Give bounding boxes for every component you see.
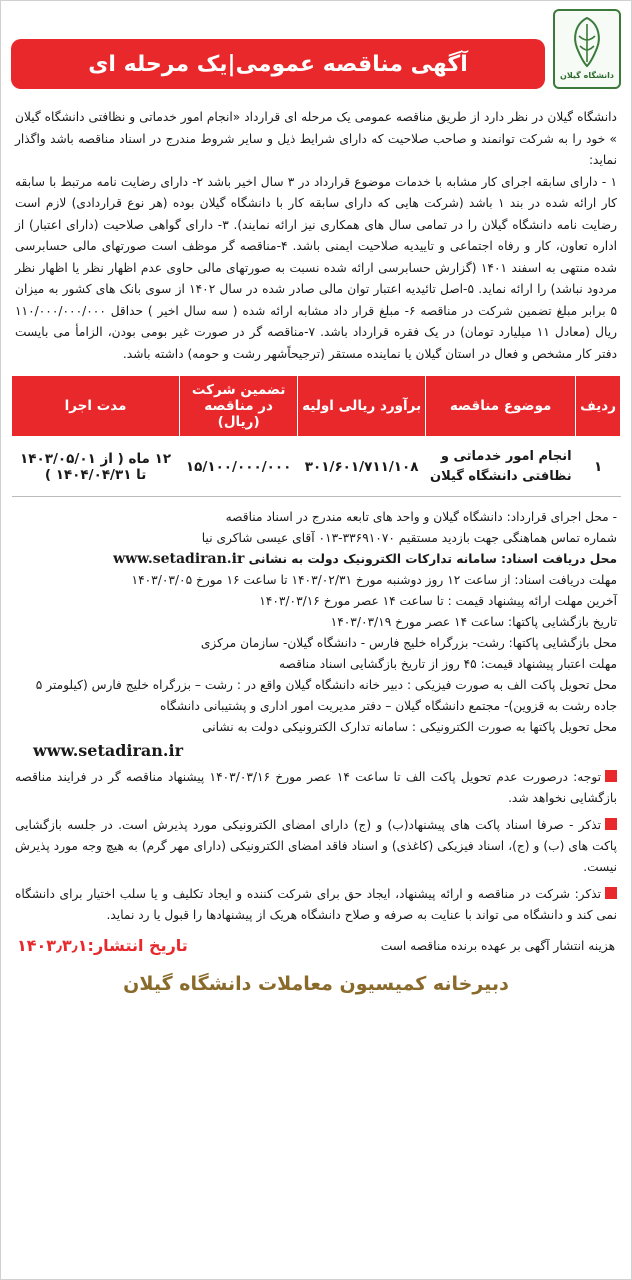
detail-doc-deadline: مهلت دریافت اسناد: از ساعت ۱۲ روز دوشنبه مورخ ۱۴۰۳/۰۲/۳۱ تا ساعت ۱۶ مورخ ۱۴۰۳/۰۳/۰۵ [131, 573, 617, 587]
conditions-paragraph: ۱ - دارای سابقه اجرای کار مشابه با خدمات موضوع قرارداد در ۳ سال اخیر باشد ۲- دارای رضایت نامه مرتبط با سابقه کار ارائه شده در بند ۱ باشد (شرکت هایی که دارای سابقه کار با دانشگاه گیلان بوده (هر نوع قراردادی) لازم است رضایت نامه دانشگاه گیلان را در تمامی سال های همکاری نیز ارائه نمایند). ۳- دارای گواهی صلاحیت (دارای اعتبار) از اداره تعاون، کار و رفاه اجتماعی و تاییدیه صلاحیت ایمنی باشد. ۴-مناقصه گر موظف است صورتهای مالی حسابرسی شده منتهی به اسفند ۱۴۰۱ (گزارش حسابرسی ارائه شده نسبت به صورتهای مالی حاوی عدم اظهار نظر یا اظهار نظر مردود نباشد) را ارائه نماید. ۵-اصل تائیدیه اعتبار توان مالی صادر شده در سال ۱۴۰۲ از سوی بانک های کشور به میزان ۵ برابر مبلغ تضمین شرکت در مناقصه ۶- مبلغ قرار داد مشابه ارائه شده ( سه سال اخیر ) حداقل ۱۱۰/۰۰۰/۰۰۰/۰۰۰ ریال (معادل ۱۱ میلیارد تومان) در یک فقره قرارداد باشد. ۷-مناقصه گر در صورت غیر بومی بودن، الزامأ می بایست دفتر کار مشخص و فعال در استان گیلان یا نماینده مستقر (ترجیحاًشهر رشت و حومه) داشته باشد. [15, 174, 618, 361]
note-rights [11, 884, 621, 926]
note-attention [11, 767, 621, 809]
note-text: تذکر - صرفا اسناد پاکت های پیشنهاد(ب) و (ج) دارای امضای الکترونیکی مورد پذیرش است. در جلسه بازگشایی پاکت های (ب) و (ج)، اسناد فیزیکی (کاغذی) و اسناد فاقد امضای الکترونیکی (دارای مهر گرم) به هیچ وجه مورد پذیرش نیست. [15, 818, 617, 874]
cell-estimate: ۳۰۱/۶۰۱/۷۱۱/۱۰۸ [298, 437, 426, 497]
details-list [11, 507, 621, 761]
cell-row-number: ۱ [576, 437, 621, 497]
logo-caption: دانشگاه گیلان [560, 71, 614, 80]
notice-title: آگهی مناقصه عمومی|یک مرحله ای [88, 51, 468, 77]
cell-guarantee: ۱۵/۱۰۰/۰۰۰/۰۰۰ [180, 437, 298, 497]
detail-bid-deadline: آخرین مهلت ارائه پیشنهاد قیمت : تا ساعت ۱۴ عصر مورخ ۱۴۰۳/۰۳/۱۶ [259, 594, 617, 608]
red-square-icon [605, 887, 617, 899]
red-square-icon [605, 770, 617, 782]
detail-opening-place: محل بازگشایی پاکتها: رشت- بزرگراه خلیج فارس - دانشگاه گیلان- سازمان مرکزی [200, 636, 617, 650]
detail-validity: مهلت اعتبار پیشنهاد قیمت: ۴۵ روز از تاریخ بازگشایی اسناد مناقصه [279, 657, 617, 671]
setad-link-large[interactable]: www.setadiran.ir [33, 741, 183, 760]
red-square-icon [605, 818, 617, 830]
cell-subject: انجام امور خدماتی و نظافتی دانشگاه گیلان [426, 437, 576, 497]
header-row-number: ردیف [576, 376, 621, 437]
table-row [12, 437, 621, 497]
publication-cost: هزینه انتشار آگهی بر عهده برنده مناقصه است [380, 938, 615, 953]
header [11, 9, 621, 93]
tender-table [11, 375, 621, 497]
header-duration: مدت اجرا [12, 376, 180, 437]
detail-location: - محل اجرای قرارداد: دانشگاه گیلان و واحد های تابعه مندرج در اسناد مناقصه [225, 510, 617, 524]
intro-text [11, 107, 621, 365]
table-header-row [12, 376, 621, 437]
publication-date: تاریخ انتشار:۱۴۰۳٫۳٫۱ [17, 936, 188, 955]
detail-documents [15, 549, 617, 570]
header-guarantee: تضمین شرکت در مناقصه (ریال) [180, 376, 298, 437]
detail-contact: شماره تماس هماهنگی جهت بازدید مستقیم ۳۳۶۹۱۰۷۰-۰۱۳ آقای عیسی شاکری نیا [201, 531, 617, 545]
logo-emblem-icon [565, 14, 609, 70]
detail-physical-delivery: محل تحویل پاکت الف به صورت فیزیکی : دبیر خانه دانشگاه گیلان واقع در : رشت – بزرگراه خلیج فارس (کیلومتر ۵ جاده رشت به قزوین)- مجتمع دانشگاه گیلان – دفتر مدیریت امور اداری و پشتیبانی دانشگاه [35, 678, 617, 713]
setad-link[interactable]: www.setadiran.ir [113, 551, 245, 567]
footer-row [11, 936, 621, 955]
note-text: توجه: درصورت عدم تحویل پاکت الف تا ساعت ۱۴ عصر مورخ ۱۴۰۳/۰۳/۱۶ پیشنهاد مناقصه گر در فرایند مناقصه بازگشایی نخواهد شد. [15, 770, 617, 805]
note-text: تذکر: شرکت در مناقصه و ارائه پیشنهاد، ایجاد حق برای شرکت کننده و ایجاد تکلیف و یا سلب اختیار برای دانشگاه نمی کند و دانشگاه می تواند با عنایت به صرفه و صلاح دانشگاه هریک از پیشنهادها را قبول یا رد نماید. [15, 887, 617, 922]
secretariat-signature: دبیرخانه کمیسیون معاملات دانشگاه گیلان [123, 973, 509, 995]
detail-documents-label: محل دریافت اسناد: سامانه تدارکات الکترونیک دولت به نشانی [248, 552, 617, 566]
intro-paragraph: دانشگاه گیلان در نظر دارد از طریق مناقصه عمومی یک مرحله ای قرارداد «انجام امور خدماتی و نظافتی دانشگاه گیلان » خود را به شرکت توانمند و صاحب صلاحیت که دارای شرایط ذیل و سایر شروط مندرج در اسناد مناقصه باشد واگذار نماید: [15, 110, 617, 167]
header-subject: موضوع مناقصه [426, 376, 576, 437]
detail-electronic-delivery: محل تحویل پاکتها به صورت الکترونیکی : سامانه تدارک الکترونیکی دولت به نشانی [202, 720, 617, 734]
university-logo [553, 9, 621, 89]
title-banner [11, 39, 545, 89]
header-estimate: برآورد ریالی اولیه [298, 376, 426, 437]
cell-duration: ۱۲ ماه ( از ۱۴۰۳/۰۵/۰۱ تا ۱۴۰۴/۰۴/۳۱ ) [12, 437, 180, 497]
note-signature [11, 815, 621, 878]
detail-opening-date: تاریخ بازگشایی پاکتها: ساعت ۱۴ عصر مورخ ۱۴۰۳/۰۳/۱۹ [330, 615, 617, 629]
